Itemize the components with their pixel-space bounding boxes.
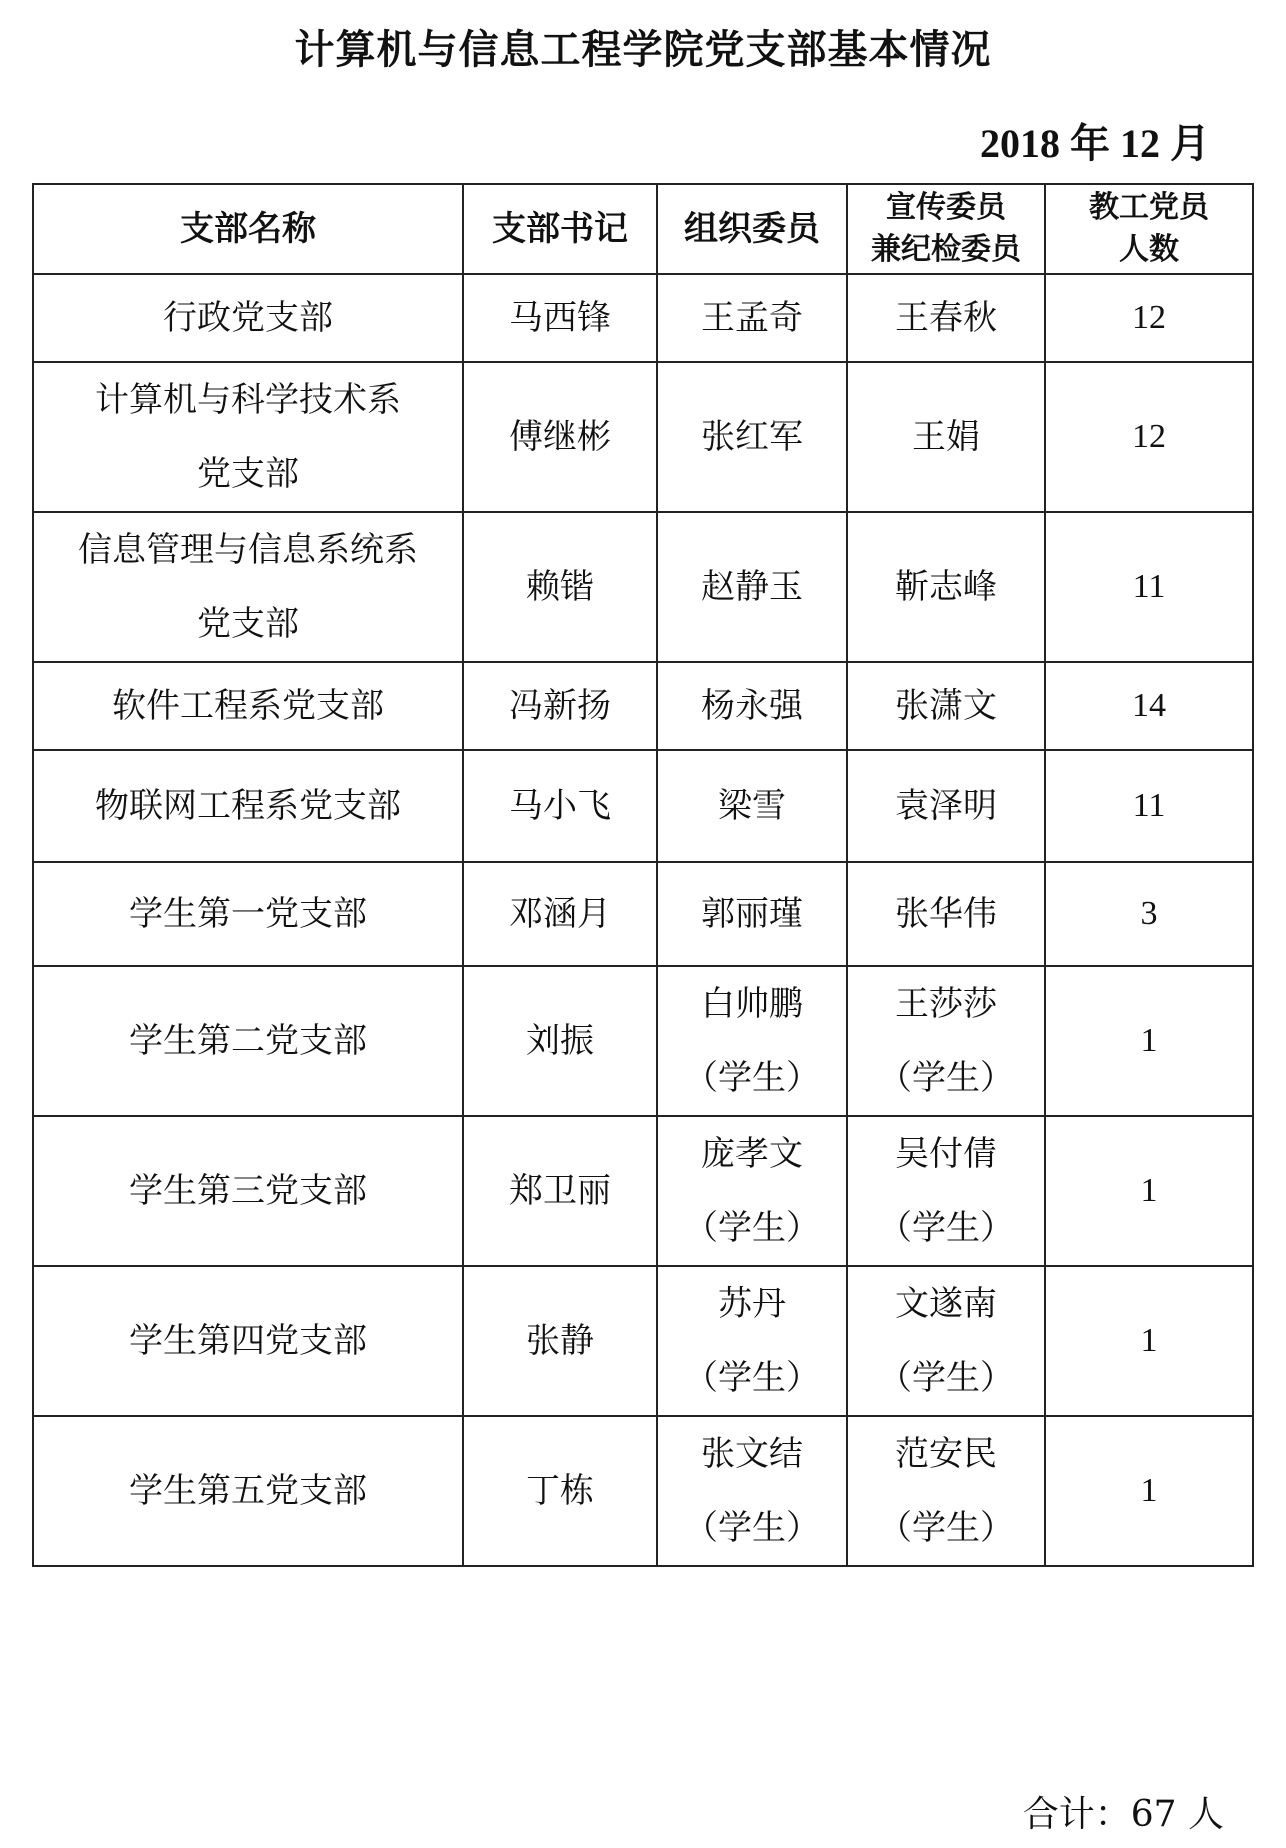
cell-branch-name	[33, 1416, 463, 1566]
cell-organizer	[657, 966, 847, 1116]
cell-branch-name-line1: 物联网工程系党支部	[95, 786, 401, 826]
cell-member-count-line1: 11	[1132, 568, 1166, 605]
report-date: 2018 年 12 月	[980, 121, 1210, 166]
cell-organizer-line1: 庞孝文	[701, 1134, 803, 1174]
header-propaganda-line1: 宣传委员	[886, 190, 1006, 225]
cell-propaganda-line1: 王春秋	[895, 298, 997, 338]
cell-secretary-line1: 丁栋	[526, 1471, 594, 1511]
cell-branch-name	[33, 1116, 463, 1266]
table-row	[33, 662, 1253, 750]
cell-propaganda-line1: 文遂南	[895, 1284, 997, 1324]
cell-secretary-line1: 刘振	[526, 1021, 594, 1061]
cell-member-count	[1045, 512, 1253, 662]
cell-propaganda	[847, 1116, 1045, 1266]
cell-branch-name-line2: 党支部	[197, 604, 299, 644]
cell-organizer-line1: 梁雪	[718, 786, 786, 826]
cell-branch-name	[33, 862, 463, 966]
cell-propaganda	[847, 1266, 1045, 1416]
cell-propaganda-line1: 张潇文	[895, 686, 997, 726]
cell-propaganda	[847, 966, 1045, 1116]
cell-member-count-line1: 1	[1140, 1022, 1158, 1059]
cell-organizer	[657, 662, 847, 750]
cell-member-count	[1045, 750, 1253, 862]
cell-branch-name-line1: 学生第二党支部	[129, 1021, 367, 1061]
cell-propaganda-line1: 张华伟	[895, 894, 997, 934]
cell-propaganda-line1: 靳志峰	[895, 567, 997, 607]
cell-organizer	[657, 750, 847, 862]
cell-secretary	[463, 1416, 657, 1566]
cell-member-count-line1: 12	[1132, 299, 1166, 336]
cell-organizer	[657, 512, 847, 662]
cell-branch-name	[33, 662, 463, 750]
cell-member-count-line1: 12	[1132, 418, 1166, 455]
header-count-line1: 教工党员	[1089, 190, 1209, 225]
cell-organizer-line1: 张文结	[701, 1434, 803, 1474]
cell-branch-name-line1: 信息管理与信息系统系	[78, 530, 418, 570]
total-count: 合计：67 人	[1022, 1794, 1224, 1835]
cell-secretary	[463, 966, 657, 1116]
cell-organizer-line2: （学生）	[684, 1208, 820, 1248]
cell-member-count-line1: 3	[1140, 895, 1158, 932]
cell-propaganda-line1: 王莎莎	[895, 984, 997, 1024]
cell-secretary	[463, 362, 657, 512]
cell-organizer-line2: （学生）	[684, 1508, 820, 1548]
page-title: 计算机与信息工程学院党支部基本情况	[294, 27, 992, 73]
cell-member-count-line1: 1	[1140, 1322, 1158, 1359]
cell-branch-name-line1: 行政党支部	[163, 298, 333, 338]
cell-secretary	[463, 750, 657, 862]
cell-member-count	[1045, 1266, 1253, 1416]
table-row	[33, 1116, 1253, 1266]
table-row	[33, 362, 1253, 512]
cell-secretary	[463, 1266, 657, 1416]
cell-secretary	[463, 274, 657, 362]
cell-propaganda-line2: （学生）	[878, 1508, 1014, 1548]
cell-organizer	[657, 1416, 847, 1566]
cell-branch-name-line1: 计算机与科学技术系	[95, 380, 401, 420]
cell-organizer	[657, 1116, 847, 1266]
header-member-count	[1045, 184, 1253, 274]
header-count-line2: 人数	[1119, 232, 1179, 267]
table-row	[33, 1266, 1253, 1416]
cell-branch-name	[33, 1266, 463, 1416]
table-row	[33, 862, 1253, 966]
cell-organizer	[657, 362, 847, 512]
cell-organizer-line2: （学生）	[684, 1058, 820, 1098]
cell-secretary	[463, 512, 657, 662]
cell-branch-name-line1: 学生第三党支部	[129, 1171, 367, 1211]
cell-secretary	[463, 662, 657, 750]
cell-branch-name	[33, 750, 463, 862]
cell-organizer-line1: 郭丽瑾	[701, 894, 803, 934]
table-row	[33, 512, 1253, 662]
cell-member-count	[1045, 862, 1253, 966]
cell-organizer-line1: 杨永强	[701, 686, 803, 726]
header-secretary: 支部书记	[463, 184, 657, 274]
cell-member-count	[1045, 1416, 1253, 1566]
cell-organizer-line2: （学生）	[684, 1358, 820, 1398]
cell-propaganda-line2: （学生）	[878, 1058, 1014, 1098]
cell-organizer-line1: 赵静玉	[701, 567, 803, 607]
cell-organizer-line1: 白帅鹏	[701, 984, 803, 1024]
table-row	[33, 274, 1253, 362]
cell-branch-name	[33, 512, 463, 662]
cell-organizer	[657, 862, 847, 966]
cell-member-count-line1: 14	[1132, 687, 1166, 724]
cell-branch-name-line1: 软件工程系党支部	[112, 686, 384, 726]
cell-secretary-line1: 马西锋	[509, 298, 611, 338]
cell-member-count-line1: 1	[1140, 1472, 1158, 1509]
cell-member-count-line1: 11	[1132, 787, 1166, 824]
header-branch-name: 支部名称	[33, 184, 463, 274]
cell-member-count-line1: 1	[1140, 1172, 1158, 1209]
cell-secretary	[463, 1116, 657, 1266]
cell-branch-name-line1: 学生第五党支部	[129, 1471, 367, 1511]
cell-propaganda-line2: （学生）	[878, 1358, 1014, 1398]
table-header-row	[33, 184, 1253, 274]
cell-propaganda-line2: （学生）	[878, 1208, 1014, 1248]
cell-propaganda-line1: 王娟	[912, 417, 980, 457]
cell-member-count	[1045, 966, 1253, 1116]
cell-branch-name	[33, 362, 463, 512]
cell-propaganda	[847, 1416, 1045, 1566]
cell-secretary-line1: 冯新扬	[509, 686, 611, 726]
cell-secretary-line1: 傅继彬	[509, 417, 611, 457]
cell-propaganda-line1: 袁泽明	[895, 786, 997, 826]
branch-table	[32, 183, 1254, 1567]
cell-propaganda	[847, 512, 1045, 662]
header-propaganda	[847, 184, 1045, 274]
cell-propaganda-line1: 范安民	[895, 1434, 997, 1474]
cell-secretary-line1: 邓涵月	[509, 894, 611, 934]
cell-member-count	[1045, 1116, 1253, 1266]
cell-organizer	[657, 274, 847, 362]
table-row	[33, 1416, 1253, 1566]
table-row	[33, 750, 1253, 862]
cell-propaganda	[847, 862, 1045, 966]
cell-organizer-line1: 张红军	[701, 417, 803, 457]
cell-branch-name-line2: 党支部	[197, 454, 299, 494]
cell-secretary-line1: 张静	[526, 1321, 594, 1361]
cell-organizer-line1: 苏丹	[718, 1284, 786, 1324]
cell-propaganda	[847, 750, 1045, 862]
header-propaganda-line2: 兼纪检委员	[871, 232, 1021, 267]
cell-branch-name	[33, 966, 463, 1116]
cell-secretary-line1: 赖锴	[526, 567, 594, 607]
cell-secretary-line1: 郑卫丽	[509, 1171, 611, 1211]
cell-organizer-line1: 王孟奇	[701, 298, 803, 338]
cell-branch-name-line1: 学生第一党支部	[129, 894, 367, 934]
cell-branch-name-line1: 学生第四党支部	[129, 1321, 367, 1361]
cell-organizer	[657, 1266, 847, 1416]
header-organizer: 组织委员	[657, 184, 847, 274]
cell-propaganda	[847, 662, 1045, 750]
cell-propaganda	[847, 362, 1045, 512]
cell-member-count	[1045, 662, 1253, 750]
cell-secretary-line1: 马小飞	[509, 786, 611, 826]
cell-member-count	[1045, 274, 1253, 362]
table-row	[33, 966, 1253, 1116]
cell-secretary	[463, 862, 657, 966]
cell-propaganda	[847, 274, 1045, 362]
cell-propaganda-line1: 吴付倩	[895, 1134, 997, 1174]
cell-branch-name	[33, 274, 463, 362]
cell-member-count	[1045, 362, 1253, 512]
